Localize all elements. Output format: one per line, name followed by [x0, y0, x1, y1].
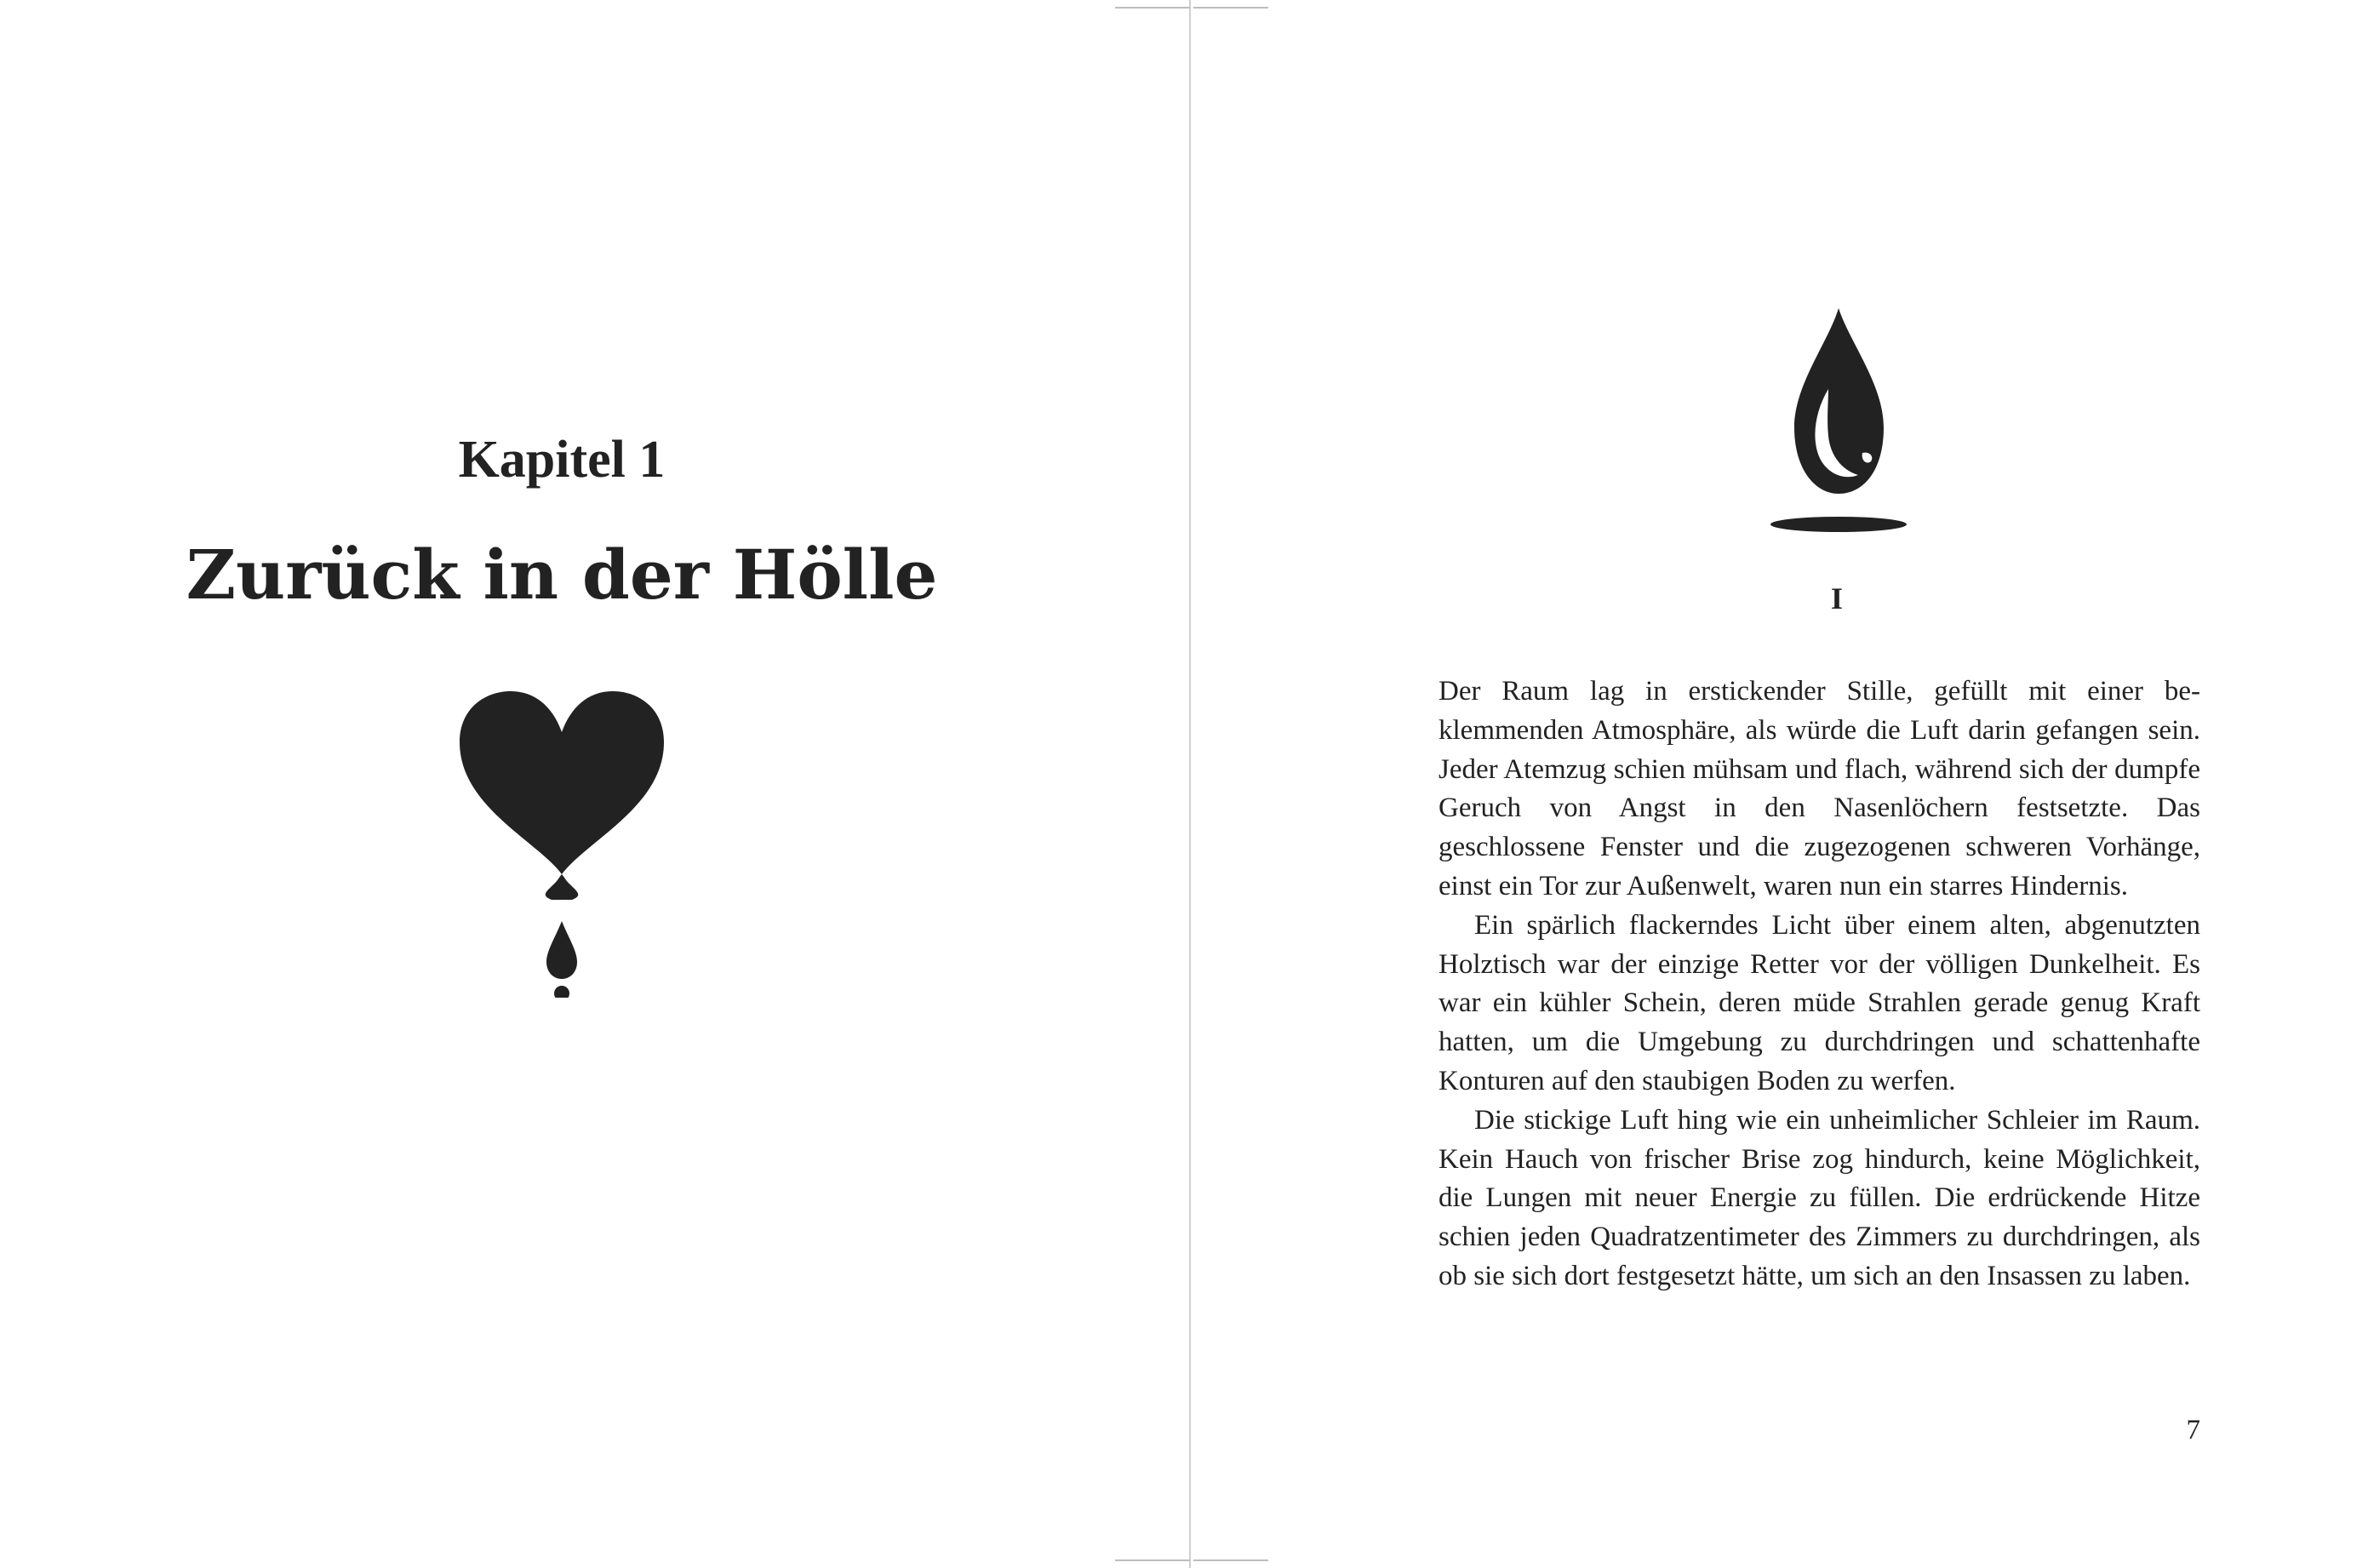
crop-mark: [1115, 1559, 1190, 1561]
crop-mark: [1115, 7, 1190, 9]
chapter-title: Zurück in der Hölle: [186, 535, 938, 615]
paragraph: Ein spärlich flackerndes Licht über einem alten, abgenutzten Holztisch war der einzige Retter vor der völligen Dunkelheit. Es war ein kühler Schein, deren müde Strahlen gerade genug Kraft hatten, um die Umgebung zu durchdringen und schattenhafte Konturen auf den staubigen Boden zu werfen.: [1439, 909, 2200, 1096]
section-number: I: [1830, 581, 1843, 615]
chapter-label: Kapitel 1: [458, 431, 666, 489]
water-drop-icon: [1760, 308, 1913, 538]
paragraph: Die stickige Luft hing wie ein unheimlicher Schleier im Raum. Kein Hauch von frischer Brise zog hindurch, keine Möglichkeit, die Lungen mit neuer Energie zu füllen. Die erdrückende Hitze schien jeden Quadratzentimeter des Zimmers zu durchdringen, als ob sie sich dort festgesetzt hätte, um sich an den Insassen zu laben.: [1439, 1104, 2200, 1291]
right-page: [1192, 0, 2368, 1568]
page-number: 7: [2186, 1415, 2200, 1445]
body-text: [1439, 672, 2200, 1296]
bleeding-heart-icon: [460, 691, 664, 998]
paragraph: Der Raum lag in erstickender Stille, gefüllt mit einer beklemmenden Atmosphäre, als würde die Luft darin gefangen sein. Jeder Atemzug schien mühsam und flach, während sich der dumpfe Geruch von Angst in den Nasenlöchern festsetzte. Das geschlossene Fenster und die zugezogenen schweren Vorhänge, einst ein Tor zur Außenwelt, waren nun ein starres Hindernis.: [1439, 676, 2200, 901]
gutter-line: [1189, 0, 1191, 1568]
